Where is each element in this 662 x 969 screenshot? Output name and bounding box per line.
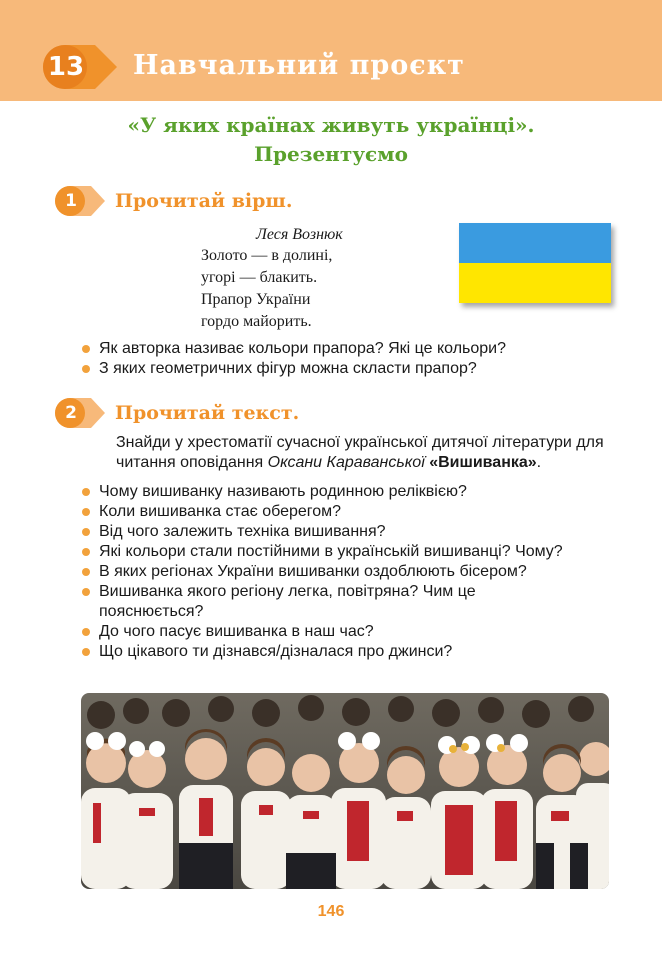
instruction-end: . [536,454,542,471]
task1-title: Прочитай вірш. [115,190,293,212]
instruction-text: Знайди у хрестоматії сучасної української дитячої літератури для читання оповідання [116,434,604,471]
question-item: Що цікавого ти дізнався/дізналася про джинси? [80,642,600,662]
project-subtitle: Презентуємо [254,142,408,166]
lesson-title: Навчальний проєкт [133,50,465,81]
instruction-work: «Вишиванка» [429,454,537,471]
poem-line: угорі — блакить. [201,269,318,286]
task2-title: Прочитай текст. [115,402,300,424]
children-photo [81,693,609,889]
poem-line: гордо майорить. [201,313,312,330]
poem-line: Золото — в долині, [201,247,333,264]
flag-yellow-stripe [459,263,611,303]
question-item: В яких регіонах України вишиванки оздоблюють бісером? [80,562,600,582]
lesson-number: 13 [47,52,85,82]
question-item: Як авторка називає кольори прапора? Які це кольори? [80,339,506,359]
poem-line: Прапор України [201,291,311,308]
flag-blue-stripe [459,223,611,263]
question-item: Чому вишиванку називають родинною реліквією? [80,482,600,502]
task2-badge [55,398,105,428]
task1-questions [80,339,506,379]
task1-number: 1 [65,191,77,211]
question-item: Які кольори стали постійними в українській вишиванці? Чому? [80,542,569,562]
page-header [0,0,662,101]
question-item: Коли вишиванка стає оберегом? [80,502,600,522]
page-number: 146 [317,903,345,920]
task1-badge [55,186,105,216]
task2-questions [80,482,600,662]
children-in-vyshyvanka-image [81,693,609,889]
project-title: «У яких країнах живуть українці». [127,113,535,137]
lesson-badge [43,45,117,89]
question-item: Від чого залежить техніка вишивання? [80,522,600,542]
ukraine-flag [459,223,611,303]
question-item: До чого пасує вишиванка в наш час? [80,622,600,642]
poem [201,245,332,333]
question-item: З яких геометричних фігур можна скласти прапор? [80,359,506,379]
poem-author: Леся Вознюк [256,226,343,243]
instruction-author: Оксани Караванської [267,454,425,471]
question-item: Вишиванка якого регіону легка, повітряна? Чим це пояснюється? [80,582,539,622]
task2-number: 2 [65,403,77,423]
task2-instruction [116,433,616,473]
